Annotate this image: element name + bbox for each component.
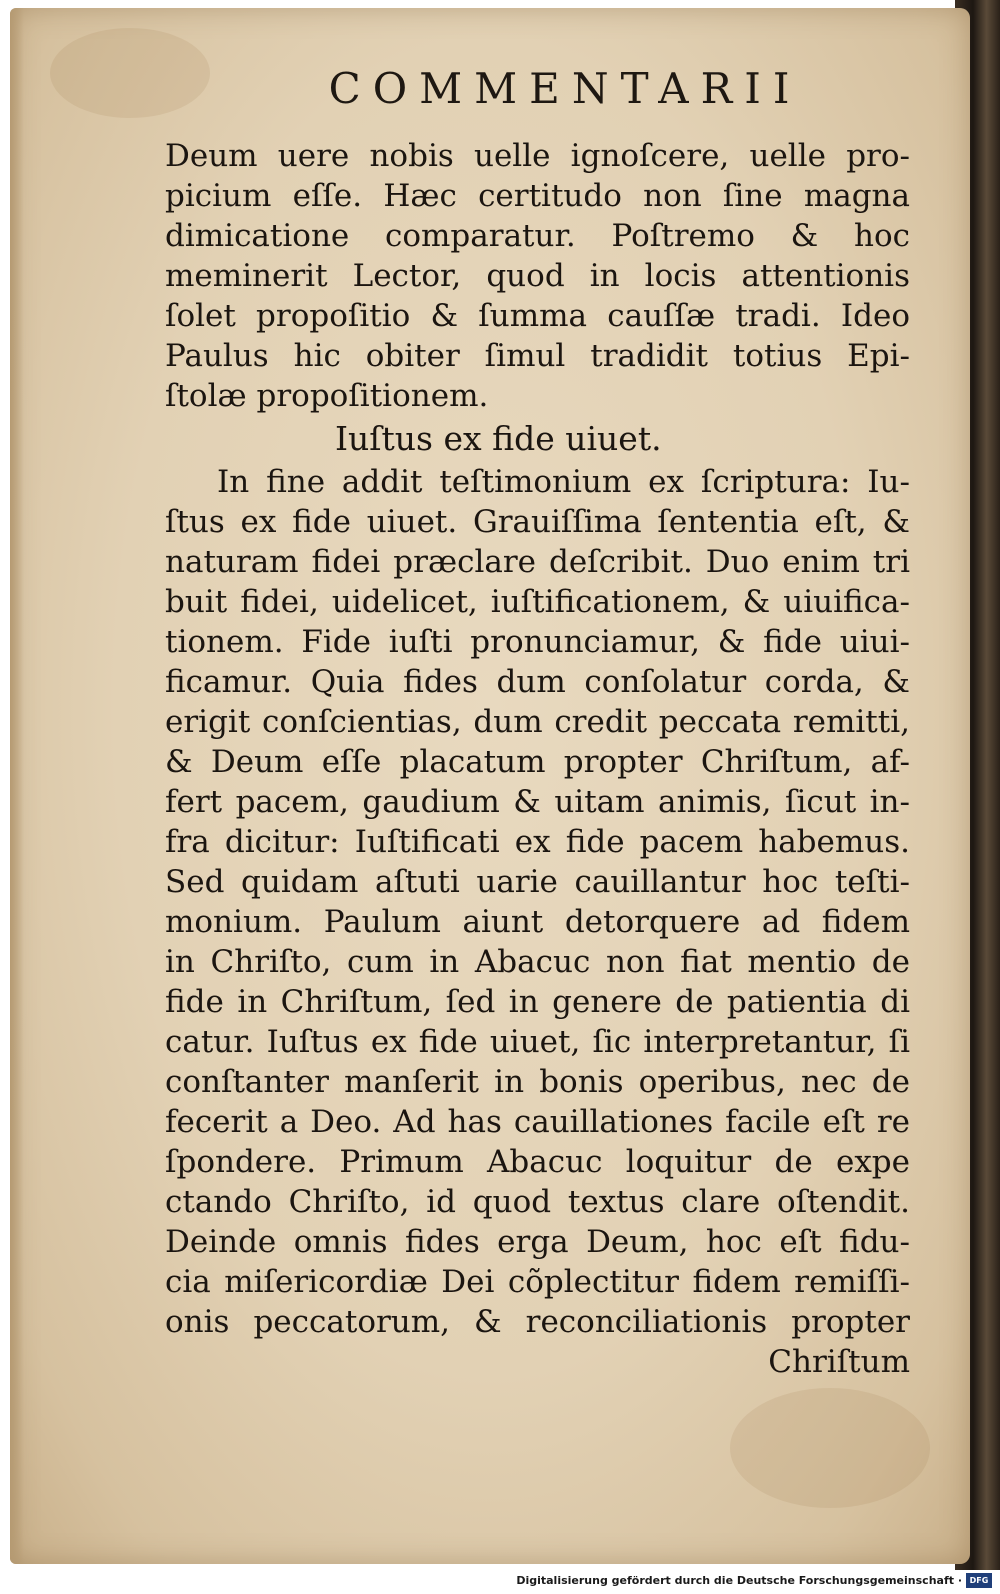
text-line: Sed quidam aſtuti uarie cauillantur hoc teſti- <box>165 864 910 900</box>
text-line: monium. Paulum aiunt detorquere ad fidem <box>165 904 910 940</box>
body-text <box>165 136 910 1382</box>
text-line: cia miſericordiæ Dei cõplectitur fidem remiſſi- <box>165 1264 910 1300</box>
text-line: onis peccatorum, & reconciliationis propter <box>165 1304 910 1340</box>
text-line: fra dicitur: Iuſtificati ex fide pacem habemus. <box>165 824 910 860</box>
text-line: & Deum eſſe placatum propter Chriſtum, af- <box>165 744 910 780</box>
text-line: meminerit Lector, quod in locis attentionis <box>165 258 910 294</box>
text-line: tionem. Fide iuſti pronunciamur, & fide uiui- <box>165 624 910 660</box>
text-line: Deinde omnis fides erga Deum, hoc eſt fidu- <box>165 1224 910 1260</box>
text-line: In fine addit teſtimonium ex ſcriptura: Iu- <box>217 464 910 500</box>
funding-credit: Digitalisierung gefördert durch die Deutsche Forschungsgemeinschaft · <box>516 1574 962 1587</box>
text-line: Paulus hic obiter ſimul tradidit totius Epi- <box>165 338 910 374</box>
running-head: COMMENTARII <box>328 64 802 113</box>
text-line: buit fidei, uidelicet, iuſtificationem, & uiuifica- <box>165 584 910 620</box>
catchword: Chriſtum <box>768 1344 910 1380</box>
text-line: dimicatione comparatur. Poſtremo & hoc <box>165 218 910 254</box>
text-line: conſtanter manſerit in bonis operibus, nec de <box>165 1064 910 1100</box>
section-heading: Iuſtus ex fide uiuet. <box>335 419 662 458</box>
dfg-logo: DFG <box>966 1573 992 1588</box>
text-line: ſolet propoſitio & ſumma cauſſæ tradi. Ideo <box>165 298 910 334</box>
text-line: fecerit a Deo. Ad has cauillationes facile eſt re <box>165 1104 910 1140</box>
book-page <box>10 8 970 1564</box>
text-line: ficamur. Quia fides dum conſolatur corda, & <box>165 664 910 700</box>
text-line: Deum uere nobis uelle ignoſcere, uelle pro- <box>165 138 910 174</box>
paper-stain <box>730 1388 930 1508</box>
text-line: fert pacem, gaudium & uitam animis, ſicut in- <box>165 784 910 820</box>
text-line: naturam fidei præclare deſcribit. Duo enim tri <box>165 544 910 580</box>
text-line: erigit conſcientias, dum credit peccata remitti, <box>165 704 910 740</box>
text-line: picium eſſe. Hæc certitudo non ſine magna <box>165 178 910 214</box>
text-line: ctando Chriſto, id quod textus clare oſtendit. <box>165 1184 910 1220</box>
text-line: ſpondere. Primum Abacuc loquitur de expe <box>165 1144 910 1180</box>
page-shadow-edge <box>10 8 24 1564</box>
digitization-footer <box>0 1570 1000 1594</box>
text-line: catur. Iuſtus ex fide uiuet, ſic interpretantur, ſi <box>165 1024 910 1060</box>
text-line: ſtolæ propoſitionem. <box>165 378 489 414</box>
text-line: fide in Chriſtum, ſed in genere de patientia di <box>165 984 910 1020</box>
text-line: in Chriſto, cum in Abacuc non fiat mentio de <box>165 944 910 980</box>
text-line: ſtus ex fide uiuet. Grauiſſima ſententia eſt, & <box>165 504 910 540</box>
